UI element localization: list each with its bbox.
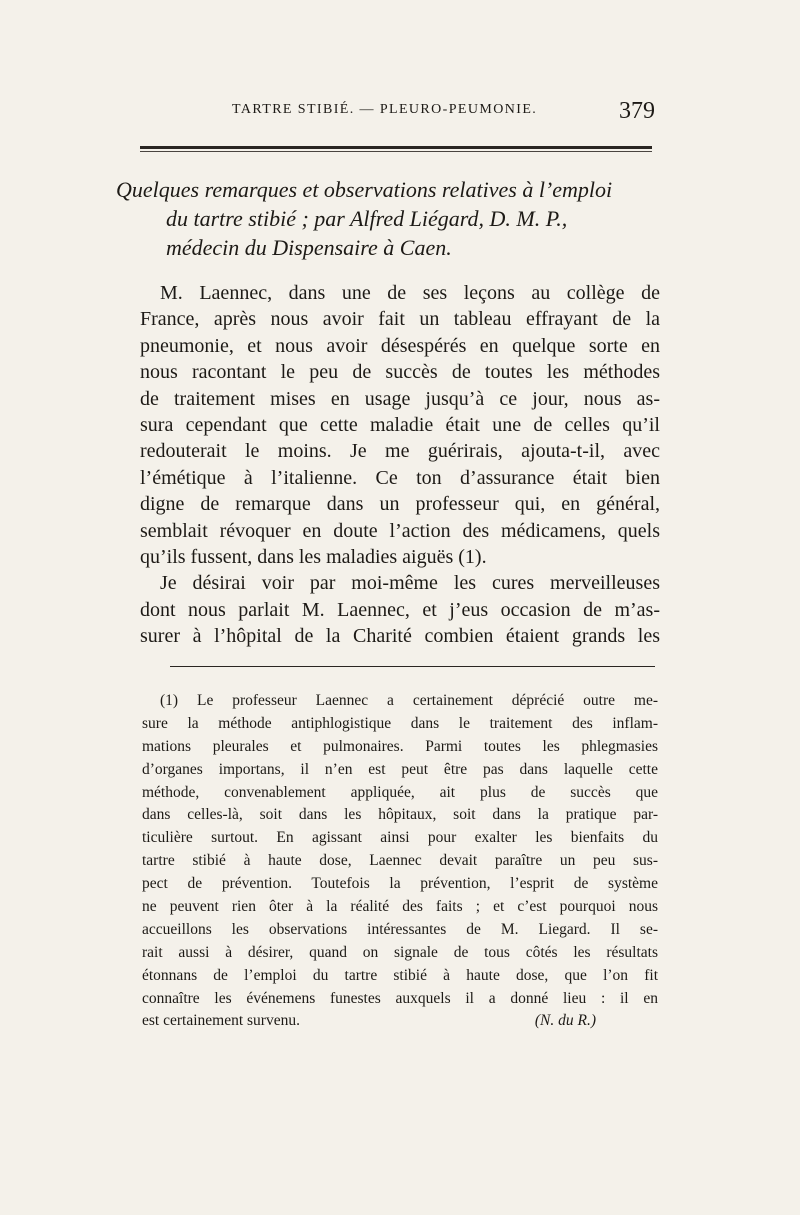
footnote-signature: (N. du R.) — [534, 1012, 596, 1030]
footnote-line: mations pleurales et pulmonaires. Parmi toutes les phlegmasies — [142, 737, 658, 755]
body-line: sura cependant que cette maladie était une de celles qu’il — [140, 413, 660, 436]
body-line: semblait révoquer en doute l’action des médicamens, quels — [140, 519, 660, 542]
footnote-line: étonnans de l’emploi du tartre stibié à haute dose, que l’on fit — [142, 966, 658, 984]
footnote-line: ne peuvent rien ôter à la réalité des faits ; et c’est pourquoi nous — [142, 898, 658, 916]
running-title: TARTRE STIBIÉ. — PLEURO-PEUMONIE. — [232, 102, 538, 117]
footnote-line: rait aussi à désirer, quand on signale de tous côtés les résultats — [142, 943, 658, 961]
footnote-line: (1) Le professeur Laennec a certainement déprécié outre me- — [160, 692, 658, 709]
body-line: M. Laennec, dans une de ses leçons au collège de — [160, 282, 660, 304]
footnote-last-text: est certainement survenu. — [142, 1012, 300, 1030]
footnote-line: dans celles-là, soit dans les hôpitaux, soit dans la pratique par- — [142, 806, 658, 824]
body-line: surer à l’hôpital de la Charité combien étaient grands les — [140, 625, 660, 648]
body-line: digne de remarque dans un professeur qui, en général, — [140, 493, 660, 516]
body-line: qu’ils fussent, dans les maladies aiguës (1). — [140, 545, 487, 568]
title-line: Quelques remarques et observations relatives à l’emploi — [116, 177, 613, 202]
footnote-line: méthode, convenablement appliquée, ait plus de succès que — [142, 783, 658, 801]
body-line: nous racontant le peu de succès de toutes les méthodes — [140, 361, 660, 384]
footnote-line — [142, 1010, 658, 1033]
footnote-line: connaître les événemens funestes auxquels il a donné lieu : il en — [142, 989, 658, 1007]
article-title — [116, 175, 661, 262]
footnote-line: d’organes importans, il n’en est peut être pas dans laquelle cette — [142, 760, 658, 778]
footnote-line: ticulière surtout. En agissant ainsi pour exalter les bienfaits du — [142, 829, 658, 847]
body-line: Je désirai voir par moi-même les cures merveilleuses — [160, 572, 660, 595]
footnote-rule — [170, 666, 655, 667]
footnote-line: accueillons les observations intéressantes de M. Liegard. Il se- — [142, 920, 658, 938]
header-rule-thin — [140, 151, 652, 152]
footnote-line: pect de prévention. Toutefois la prévention, l’esprit de système — [142, 875, 658, 893]
article-body — [140, 280, 660, 649]
footnote — [142, 690, 658, 1033]
header-rule-thick — [140, 146, 652, 149]
body-line: redouterait le moins. Je me guérirais, ajouta-t-il, avec — [140, 440, 660, 463]
page-number: 379 — [619, 98, 655, 124]
footnote-line: tartre stibié à haute dose, Laennec devait paraître un peu sus- — [142, 852, 658, 870]
body-line: de traitement mises en usage jusqu’à ce jour, nous as- — [140, 387, 660, 410]
body-line: France, après nous avoir fait un tableau effrayant de la — [140, 308, 660, 331]
body-line: l’émétique à l’italienne. Ce ton d’assurance était bien — [140, 466, 660, 489]
running-head — [140, 98, 655, 134]
title-line: du tartre stibié ; par Alfred Liégard, D. M. P., — [166, 206, 568, 231]
title-line: médecin du Dispensaire à Caen. — [166, 235, 452, 260]
body-line: dont nous parlait M. Laennec, et j’eus occasion de m’as- — [140, 598, 660, 621]
body-line: pneumonie, et nous avoir désespérés en quelque sorte en — [140, 334, 660, 357]
footnote-line: sure la méthode antiphlogistique dans le traitement des inflam- — [142, 714, 658, 732]
